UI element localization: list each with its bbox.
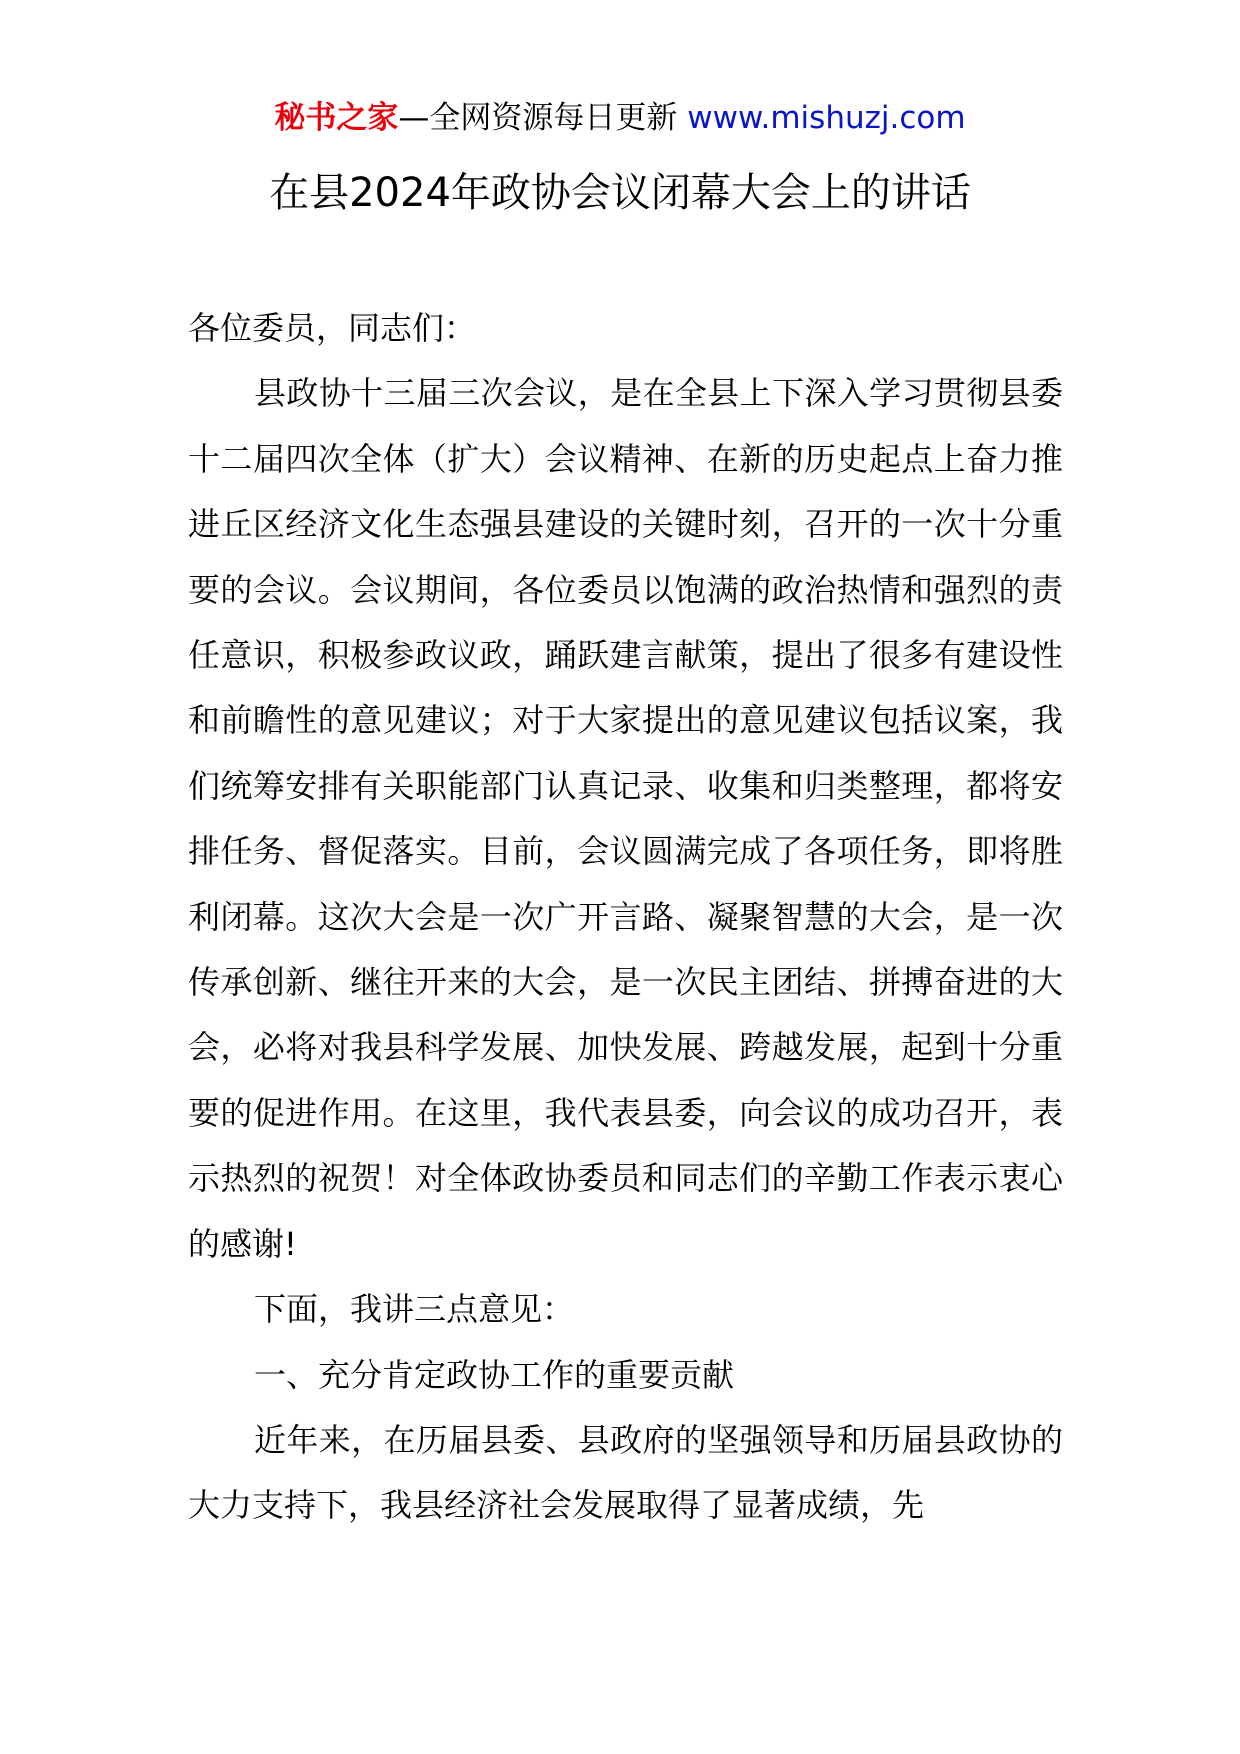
document-body (188, 296, 1063, 1539)
brand-tagline: —全网资源每日更新 (398, 100, 688, 136)
paragraph-section-1: 近年来，在历届县委、县政府的坚强领导和历届县政协的大力支持下，我县经济社会发展取得了显著成绩，先 (188, 1420, 1063, 1525)
paragraph-opening: 县政协十三届三次会议，是在全县上下深入学习贯彻县委十二届四次全体（扩大）会议精神、在新的历史起点上奋力推进丘区经济文化生态强县建设的关键时刻，召开的一次十分重要的会议。会议期间，各位委员以饱满的政治热情和强烈的责任意识，积极参政议政，踊跃建言献策，提出了很多有建设性和前瞻性的意见建议；对于大家提出的意见建议包括议案，我们统筹安排有关职能部门认真记录、收集和归类整理，都将安排任务、督促落实。目前，会议圆满完成了各项任务，即将胜利闭幕。这次大会是一次广开言路、凝聚智慧的大会，是一次传承创新、继往开来的大会，是一次民主团结、拼搏奋进的大会，必将对我县科学发展、加快发展、跨越发展，起到十分重要的促进作用。在这里，我代表县委，向会议的成功召开，表示热烈的祝贺！对全体政协委员和同志们的辛勤工作表示衷心的感谢! (188, 374, 1063, 1263)
salutation: 各位委员，同志们： (188, 309, 477, 347)
watermark-header (0, 98, 1240, 138)
paragraph-transition: 下面，我讲三点意见： (254, 1290, 575, 1329)
document-title: 在县2024年政协会议闭幕大会上的讲话 (269, 170, 971, 216)
brand-name: 秘书之家 (274, 100, 399, 136)
section-heading-1: 一、充分肯定政协工作的重要贡献 (254, 1355, 735, 1394)
site-url-link[interactable]: www.mishuzj.com (687, 100, 966, 136)
